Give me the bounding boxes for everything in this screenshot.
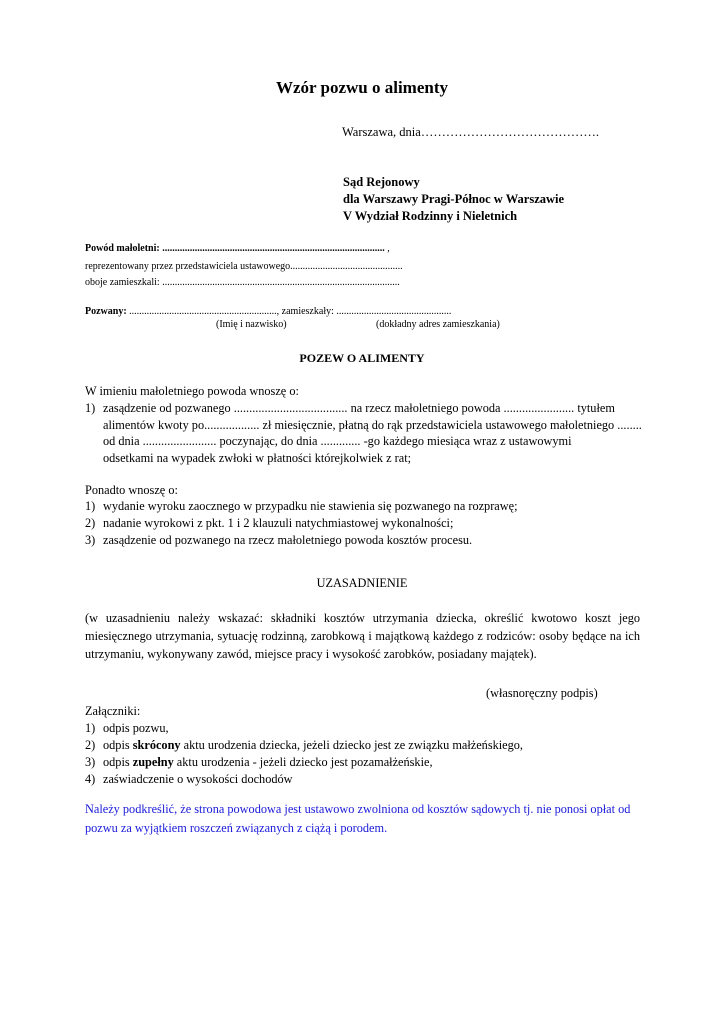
justification-text: (w uzasadnieniu należy wskazać: składniki kosztów utrzymania dziecka, określić kwotowo koszt jego miesięcznego utrzymania, sytuację rodzinną, zarobkową i majątkową każdego z rodziców: osoby będące na ich utrzymaniu, wykonywany zawód, miejsce pracy i wysokość zarobków, posiadany majątek).	[85, 611, 640, 661]
claim-line-3: od dnia ........................ poczynając, do dnia ............. -go każdego miesiąca wraz z ustawowymi	[103, 434, 572, 448]
court-name: Sąd Rejonowy	[343, 175, 420, 189]
attachment-text: odpis pozwu,	[103, 721, 169, 735]
further-number: 2)	[85, 516, 96, 530]
claim-line-1: zasądzenie od pozwanego ..................................... na rzecz małoletniego powoda ....................... tytułem	[103, 401, 615, 415]
fee-exemption-note: Należy podkreślić, że strona powodowa jest ustawowo zwolniona od kosztów sądowych tj. nie ponosi opłat od pozwu za wyjątkiem roszczeń związanych z ciążą i porodem.	[85, 802, 631, 835]
attachment-number: 2)	[85, 738, 96, 752]
attachment-text: aktu urodzenia - jeżeli dziecko jest pozamałżeńskie,	[173, 755, 433, 769]
further-item: nadanie wyrokowi z pkt. 1 i 2 klauzuli natychmiastowej wykonalności;	[103, 516, 454, 530]
further-intro: Ponadto wnoszę o:	[85, 483, 178, 497]
attachment-number: 1)	[85, 721, 96, 735]
plaintiff-suffix: ,	[387, 243, 390, 254]
claim-heading: POZEW O ALIMENTY	[299, 351, 425, 365]
claim-line-4: odsetkami na wypadek zwłoki w płatności którejkolwiek z rat;	[103, 451, 412, 465]
caption-address: (dokładny adres zamieszkania)	[376, 319, 500, 330]
further-number: 1)	[85, 499, 96, 513]
signature-caption: (własnoręczny podpis)	[486, 686, 598, 700]
attachment-emphasis: zupełny	[132, 755, 174, 769]
further-item: wydanie wyroku zaocznego w przypadku nie stawienia się pozwanego na rozprawę;	[103, 499, 518, 513]
attachments-heading: Załączniki:	[85, 704, 141, 718]
attachment-text: aktu urodzenia dziecka, jeżeli dziecko jest ze związku małżeńskiego,	[180, 738, 524, 752]
claim-line-2: alimentów kwoty po.................. zł miesięcznie, płatną do rąk przedstawiciela ustawowego małoletniego ........	[103, 418, 642, 432]
defendant-line	[85, 306, 451, 317]
plaintiff-residence: oboje zamieszkali: ...............................................................................................	[85, 277, 400, 288]
attachment-text: zaświadczenie o wysokości dochodów	[103, 772, 293, 786]
defendant-text: ..........................................................., zamieszkały: ..............................................	[129, 306, 452, 317]
attachment-emphasis: skrócony	[132, 738, 181, 752]
attachment-number: 3)	[85, 755, 96, 769]
attachment-item	[103, 772, 293, 787]
claim-number: 1)	[85, 401, 96, 415]
plaintiff-dots: .........................................................................................	[162, 243, 385, 254]
plaintiff-representative: reprezentowany przez przedstawiciela ustawowego.............................................	[85, 261, 403, 272]
court-location: dla Warszawy Pragi-Północ w Warszawie	[343, 192, 565, 206]
claim-intro: W imieniu małoletniego powoda wnoszę o:	[85, 384, 299, 398]
document-title: Wzór pozwu o alimenty	[275, 78, 449, 97]
attachment-text: odpis	[103, 755, 133, 769]
attachment-item	[103, 738, 523, 753]
plaintiff-label: Powód małoletni:	[85, 243, 160, 254]
further-number: 3)	[85, 533, 96, 547]
plaintiff-line	[85, 243, 390, 254]
attachment-number: 4)	[85, 772, 96, 786]
court-division: V Wydział Rodzinny i Nieletnich	[343, 209, 518, 223]
attachment-item	[103, 755, 433, 770]
date-line: Warszawa, dnia…………………………………….	[342, 125, 599, 139]
justification-heading: UZASADNIENIE	[316, 576, 408, 590]
attachment-text: odpis	[103, 738, 133, 752]
caption-name: (Imię i nazwisko)	[216, 319, 287, 330]
further-item: zasądzenie od pozwanego na rzecz małoletniego powoda kosztów procesu.	[103, 533, 473, 547]
defendant-label: Pozwany:	[85, 306, 127, 317]
attachment-item	[103, 721, 169, 736]
